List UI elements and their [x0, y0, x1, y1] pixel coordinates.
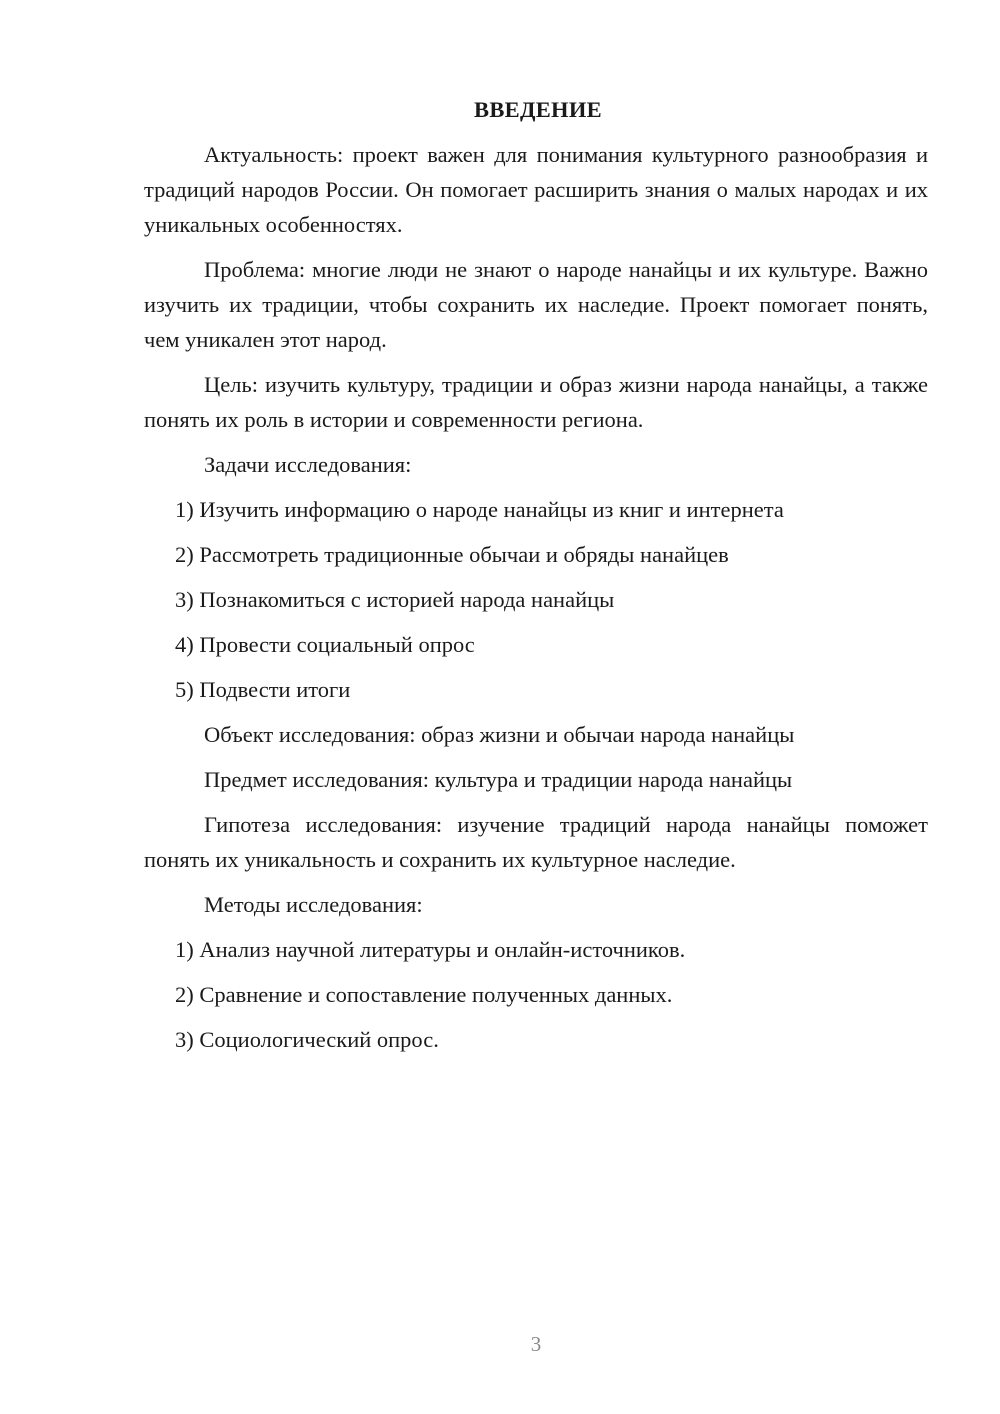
method-item: 1) Анализ научной литературы и онлайн-источников.	[175, 937, 686, 962]
research-object: Объект исследования: образ жизни и обычаи народа нанайцы	[204, 722, 795, 747]
goal-paragraph: Цель: изучить культуру, традиции и образ жизни народа нанайцы, а также понять их роль в истории и современности региона.	[144, 372, 928, 432]
task-item: 1) Изучить информацию о народе нанайцы из книг и интернета	[175, 497, 784, 522]
task-item: 4) Провести социальный опрос	[175, 632, 475, 657]
task-item: 5) Подвести итоги	[175, 677, 351, 702]
problem-paragraph: Проблема: многие люди не знают о народе нанайцы и их культуре. Важно изучить их традиции, чтобы сохранить их наследие. Проект помогает понять, чем уникален этот народ.	[144, 257, 928, 352]
relevance-paragraph: Актуальность: проект важен для понимания культурного разнообразия и традиций народов России. Он помогает расширить знания о малых народах и их уникальных особенностях.	[144, 142, 928, 237]
page-number: 3	[530, 1332, 542, 1356]
section-title: ВВЕДЕНИЕ	[474, 97, 602, 122]
page-content	[144, 92, 928, 1067]
research-subject: Предмет исследования: культура и традиции народа нанайцы	[204, 767, 793, 792]
task-item: 2) Рассмотреть традиционные обычаи и обряды нанайцев	[175, 542, 729, 567]
methods-heading: Методы исследования:	[204, 892, 423, 917]
tasks-heading: Задачи исследования:	[204, 452, 412, 477]
method-item: 3) Социологический опрос.	[175, 1027, 439, 1052]
hypothesis-paragraph: Гипотеза исследования: изучение традиций народа нанайцы поможет понять их уникальность и сохранить их культурное наследие.	[144, 812, 928, 872]
task-item: 3) Познакомиться с историей народа нанайцы	[175, 587, 615, 612]
method-item: 2) Сравнение и сопоставление полученных данных.	[175, 982, 673, 1007]
